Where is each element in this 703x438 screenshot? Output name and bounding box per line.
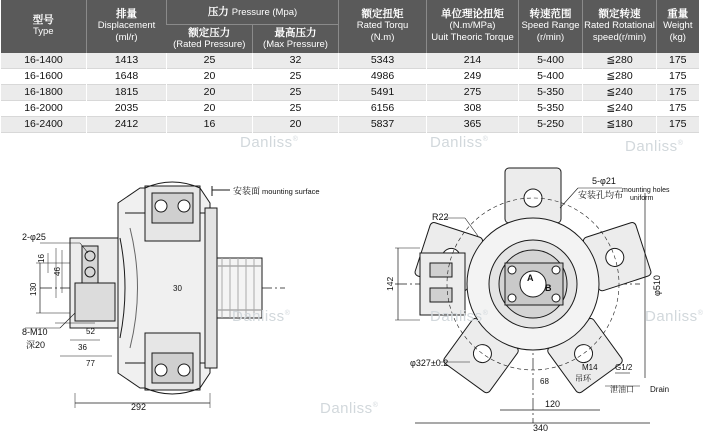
port-a: A	[527, 273, 534, 283]
cell-displacement: 1815	[87, 84, 167, 100]
cell-max-pressure: 32	[253, 53, 339, 69]
cell-unit-torque: 249	[427, 68, 519, 84]
header-pressure: 压力 Pressure (Mpa)	[167, 0, 339, 25]
cell-type: 16-2400	[1, 116, 87, 132]
cell-unit-torque: 365	[427, 116, 519, 132]
cell-rated-pressure: 20	[167, 84, 253, 100]
cell-displacement: 1413	[87, 53, 167, 69]
cell-displacement: 2035	[87, 100, 167, 116]
technical-drawing	[0, 148, 698, 438]
holes-spec: 5-φ21	[592, 176, 616, 186]
mount-label-en: mounting surface	[262, 187, 320, 196]
cell-unit-torque: 275	[427, 84, 519, 100]
cell-speed-range: 5-350	[519, 84, 583, 100]
cell-displacement: 2412	[87, 116, 167, 132]
dim-52: 52	[86, 327, 95, 336]
side-view	[25, 182, 285, 408]
holes-label-en-1: mounting holes	[622, 187, 670, 194]
header-type: 型号 Type	[1, 0, 87, 53]
cell-rated-torque: 5837	[339, 116, 427, 132]
cell-weight: 175	[657, 68, 699, 84]
holes-label: 2-φ25	[22, 232, 46, 242]
drain-thread: G1/2	[615, 363, 633, 372]
watermark: Danliss®	[430, 308, 489, 325]
table-row	[1, 68, 699, 84]
dim-phi510: φ510	[652, 275, 662, 296]
cell-rated-torque: 5491	[339, 84, 427, 100]
header-unit-torque: 单位理论扭矩 (N.m/MPa) Uuit Theoric Torque	[427, 0, 519, 53]
port-b: B	[545, 283, 552, 293]
dim-36: 36	[78, 343, 87, 352]
header-max-pressure: 最高压力 (Max Pressure)	[253, 25, 339, 53]
cell-rated-speed: ≦240	[583, 100, 657, 116]
header-displacement: 排量 Displacement (ml/r)	[87, 0, 167, 53]
cell-weight: 175	[657, 84, 699, 100]
header-weight: 重量 Weight (kg)	[657, 0, 699, 53]
header-speed-range: 转速范围 Speed Range (r/min)	[519, 0, 583, 53]
holes-label-en-2: uniform	[630, 195, 654, 202]
depth-label: 深20	[26, 340, 46, 350]
lift-label: 吊环	[575, 374, 591, 383]
dim-phi327: φ327±0.2	[410, 358, 449, 368]
cell-speed-range: 5-400	[519, 53, 583, 69]
watermark: Danliss®	[232, 308, 291, 325]
cell-weight: 175	[657, 53, 699, 69]
header-rated-speed: 额定转速 Rated Rotational speed(r/min)	[583, 0, 657, 53]
spec-table	[0, 0, 699, 133]
dim-340: 340	[533, 423, 549, 433]
cell-displacement: 1648	[87, 68, 167, 84]
watermark: Danliss®	[625, 138, 684, 155]
cell-type: 16-1400	[1, 53, 87, 69]
cell-rated-speed: ≦180	[583, 116, 657, 132]
lift-thread: M14	[582, 363, 598, 372]
header-rated-torque: 额定扭矩 Rated Torqu (N.m)	[339, 0, 427, 53]
cell-type: 16-2000	[1, 100, 87, 116]
cell-type: 16-1600	[1, 68, 87, 84]
cell-speed-range: 5-400	[519, 68, 583, 84]
cell-max-pressure: 25	[253, 100, 339, 116]
table-row	[1, 100, 699, 116]
cell-speed-range: 5-350	[519, 100, 583, 116]
drain-label-cn: 泄油口	[610, 385, 634, 394]
drain-label-en: Drain	[650, 385, 670, 394]
dim-142: 142	[385, 276, 395, 291]
watermark: Danliss®	[320, 400, 379, 417]
cell-rated-pressure: 25	[167, 53, 253, 69]
dim-77: 77	[86, 359, 95, 368]
dim-46: 46	[53, 267, 62, 276]
cell-rated-torque: 6156	[339, 100, 427, 116]
cell-unit-torque: 214	[427, 53, 519, 69]
cell-weight: 175	[657, 116, 699, 132]
cell-rated-speed: ≦240	[583, 84, 657, 100]
table-row	[1, 84, 699, 100]
dim-292: 292	[131, 402, 147, 412]
cell-weight: 175	[657, 100, 699, 116]
watermark: Danliss®	[430, 134, 489, 151]
cell-max-pressure: 25	[253, 68, 339, 84]
cell-max-pressure: 20	[253, 116, 339, 132]
dim-120: 120	[545, 399, 561, 409]
cell-rated-speed: ≦280	[583, 53, 657, 69]
radius-label: R22	[432, 212, 449, 222]
cell-rated-pressure: 20	[167, 68, 253, 84]
table-row	[1, 116, 699, 132]
cell-unit-torque: 308	[427, 100, 519, 116]
table-row	[1, 53, 699, 69]
cell-rated-torque: 4986	[339, 68, 427, 84]
cell-rated-pressure: 16	[167, 116, 253, 132]
header-rated-pressure: 额定压力 (Rated Pressure)	[167, 25, 253, 53]
dim-130: 130	[29, 282, 38, 296]
cell-max-pressure: 25	[253, 84, 339, 100]
cell-rated-speed: ≦280	[583, 68, 657, 84]
cell-rated-pressure: 20	[167, 100, 253, 116]
cell-speed-range: 5-250	[519, 116, 583, 132]
watermark: Danliss®	[240, 134, 299, 151]
holes-label-cn: 安装孔均布	[578, 190, 624, 200]
cell-type: 16-1800	[1, 84, 87, 100]
cell-rated-torque: 5343	[339, 53, 427, 69]
dim-30: 30	[173, 284, 182, 293]
threads-label: 8-M10	[22, 327, 48, 337]
mount-label-cn: 安装面	[233, 186, 261, 196]
watermark: Danliss®	[645, 308, 703, 325]
dim-16: 16	[37, 254, 46, 263]
dim-68: 68	[540, 377, 549, 386]
